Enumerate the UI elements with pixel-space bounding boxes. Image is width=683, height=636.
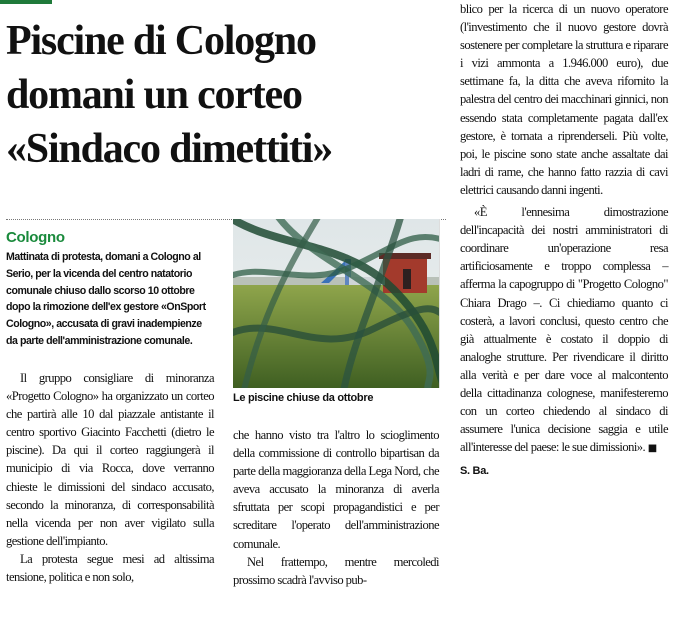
article-column-1 (6, 369, 214, 586)
article-headline (6, 14, 446, 176)
article-lead: Mattinata di protesta, domani a Cologno al Serio, per la vicenda del centro natatorio comunale chiuso dallo scorso 10 ottobre dopo la rimozione dell'ex gestore «OnSport Cologno», accusata di gravi inadempienze da parte dell'amministrazione comunale. (6, 251, 206, 347)
article-column-2 (233, 426, 439, 589)
section-color-bar (0, 0, 52, 4)
pool-photo-illustration (233, 219, 439, 388)
paragraph: blico per la ricerca di un nuovo operatore (l'investimento che il nuovo gestore dovrà sostenere per completare la struttura e riparare i vizi ammonta a 1.946.000 euro), due settimane fa, la ditta che aveva rifornito la palestra del centro dei macchinari ginnici, non essendo stata completamente pagata dall'ex gestore, è tornata a riprenderseli. Più volte, poi, le piscine sono state anche assaltate dai ladri di rame, che hanno fatto razzia di cavi elettrici causando danni ingenti. (460, 2, 668, 197)
paragraph: Il gruppo consigliare di minoranza «Progetto Cologno» ha organizzato un corteo che partirà alle 10 dal piazzale antistante il centro sportivo Giacinto Facchetti (dietro le piscine). Da qui il corteo raggiungerà il municipio di via Rocca, dove verranno chieste le dimissioni del sindaco accusato, secondo la minoranza, di corresponsabilità nella vicenda per non aver vigilato sulla gestione dell'impianto. (6, 371, 214, 548)
headline-line-2: domani un corteo (6, 72, 302, 118)
paragraph (460, 203, 668, 458)
headline-line-1: Piscine di Cologno (6, 18, 316, 64)
section-label: Cologno (6, 229, 65, 246)
article-column-3 (460, 0, 668, 480)
author-signature: S. Ba. (460, 465, 489, 478)
paragraph: Nel frattempo, mentre mercoledì prossimo scadrà l'avviso pub- (233, 554, 439, 587)
paragraph: La protesta segue mesi ad altissima tensione, politica e non solo, (6, 551, 214, 585)
headline-line-3: «Sindaco dimettiti» (6, 126, 333, 172)
paragraph: che hanno visto tra l'altro lo scioglimento della commissione di controllo bipartisan da parte della maggioranza della Lega Nord, che aveva accusato la minoranza di averla sfruttata per scopi propagandistici e per screditare l'operato dell'amministrazione comunale. (233, 428, 439, 551)
end-mark: ■ (647, 443, 657, 455)
photo-caption: Le piscine chiuse da ottobre (233, 392, 374, 404)
paragraph-text: «È l'ennesima dimostrazione dell'incapacità dei nostri amministratori di coordinare un'operazione resa artificiosamente e troppo complessa – afferma la capogruppo di "Progetto Cologno" Chiara Drago –. Ci chiediamo quanto ci costerà, a lavori conclusi, questo centro che già attualmente è costato il doppio di analoghe strutture. Per rivendicare il diritto alla verità e per dare voce al malcontento della cittadinanza colognese, manifesteremo con un corteo chiedendo al sindaco di assumere l'unica decisione saggia e utile all'interesse del paese: le sue dimissioni». (460, 205, 668, 455)
article-photo (233, 219, 440, 388)
